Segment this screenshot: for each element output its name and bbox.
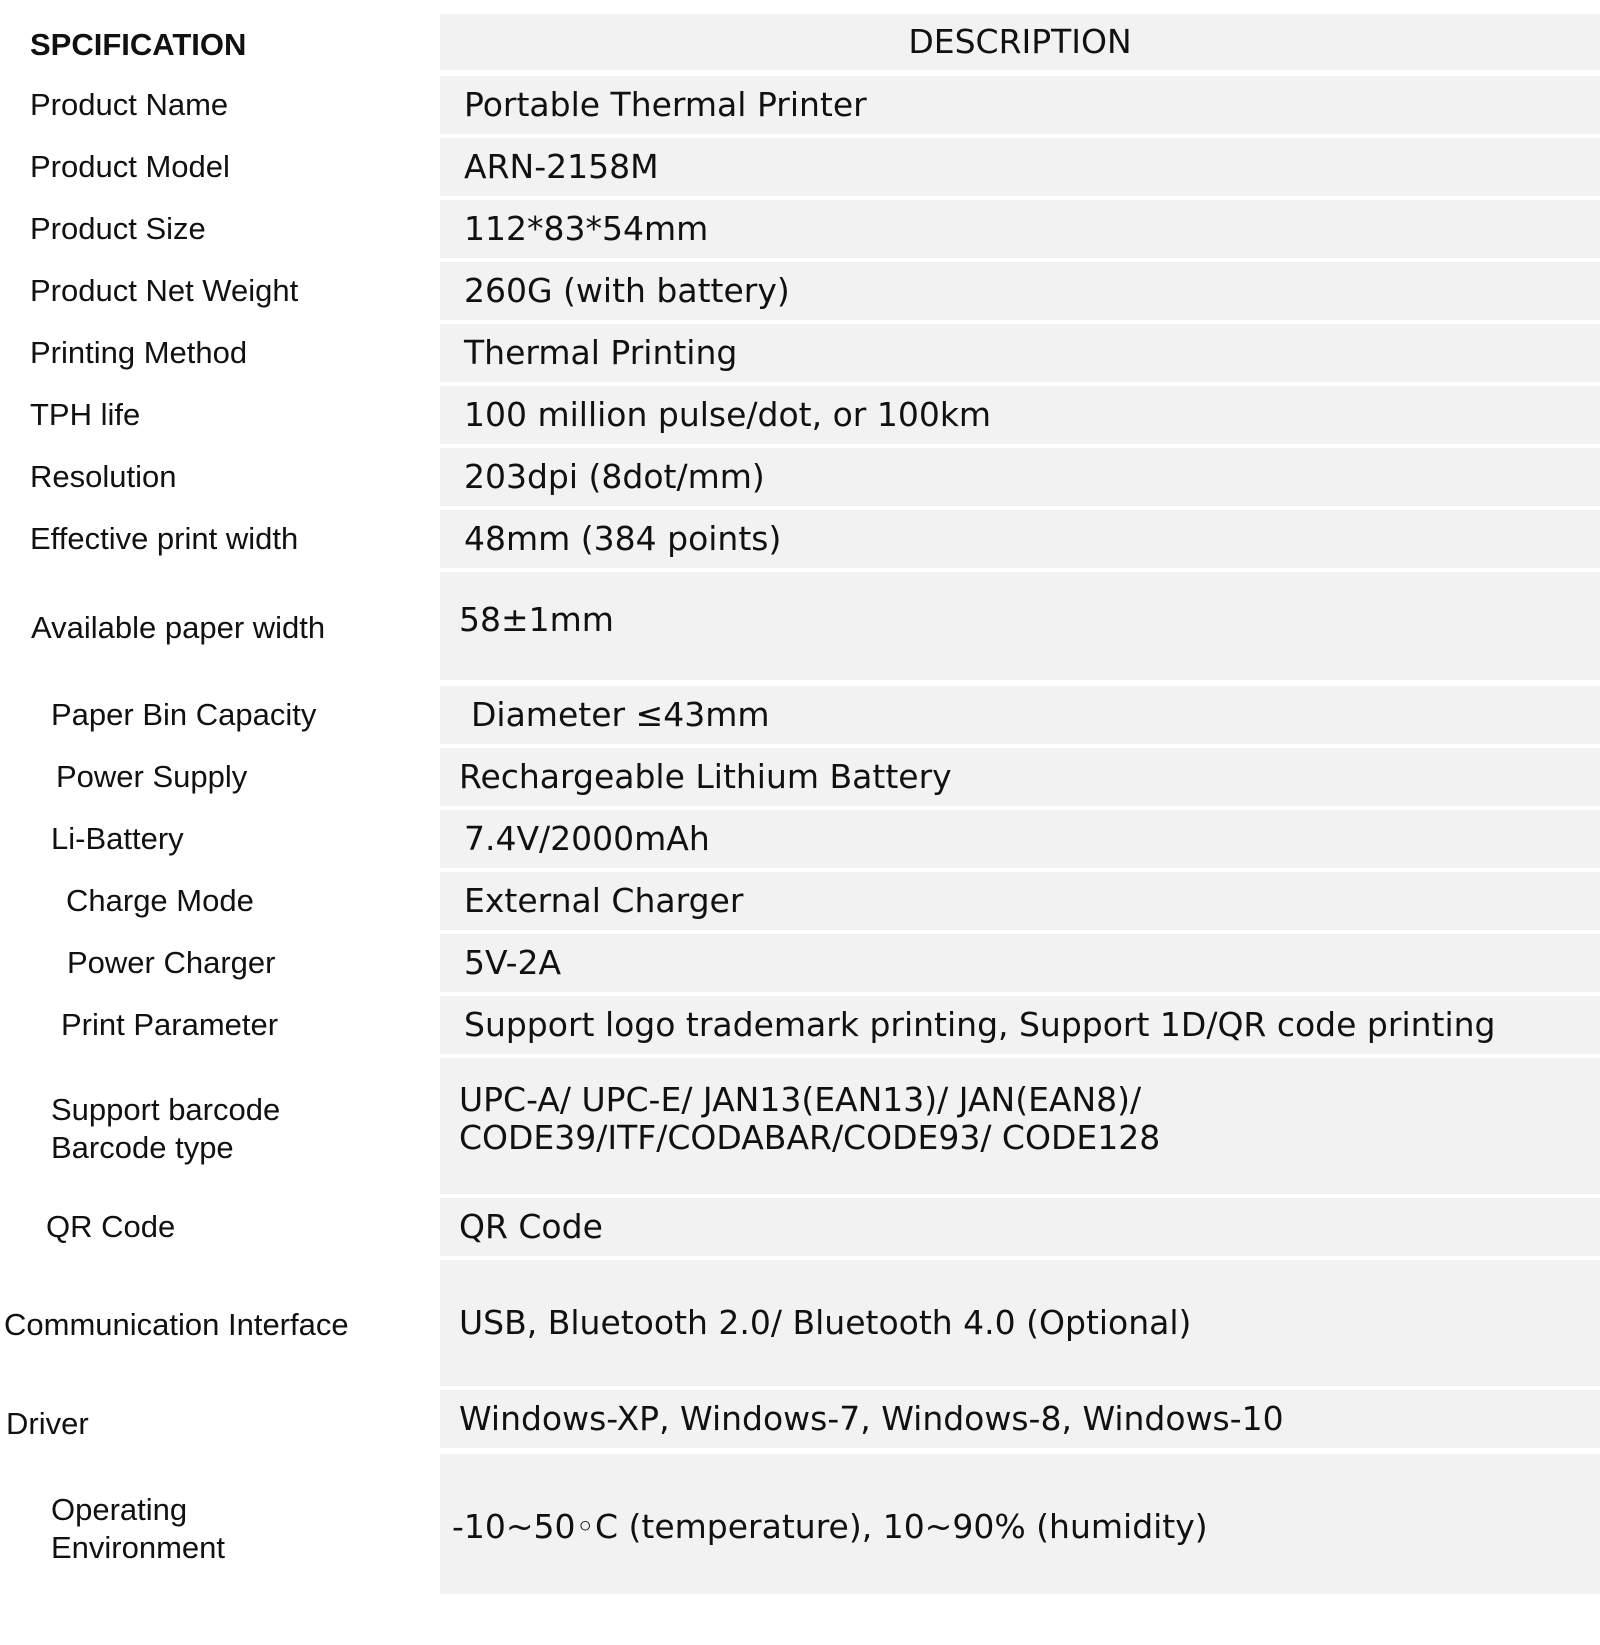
description-column-header: DESCRIPTION <box>440 14 1600 70</box>
spec-value: ARN-2158M <box>440 138 1600 196</box>
spec-label: Product Model <box>30 149 230 184</box>
spec-label: Operating Environment <box>51 1492 226 1565</box>
spec-label: Product Net Weight <box>30 273 299 308</box>
spec-label: TPH life <box>30 397 141 432</box>
spec-value: USB, Bluetooth 2.0/ Bluetooth 4.0 (Optional) <box>440 1260 1600 1386</box>
spec-value: Support logo trademark printing, Support 1D/QR code printing <box>440 996 1600 1054</box>
spec-label: Effective print width <box>30 521 299 556</box>
spec-label: Power Charger <box>67 945 276 980</box>
spec-label: Power Supply <box>56 759 248 794</box>
spec-value: Thermal Printing <box>440 324 1600 382</box>
spec-value: 100 million pulse/dot, or 100km <box>440 386 1600 444</box>
spec-value: 7.4V/2000mAh <box>440 810 1600 868</box>
spec-value: Diameter ≤43mm <box>440 686 1600 744</box>
spec-label: Li-Battery <box>51 821 184 856</box>
spec-value: QR Code <box>440 1198 1600 1256</box>
spec-value: -10~50◦C (temperature), 10~90% (humidity) <box>440 1454 1600 1594</box>
spec-label: Available paper width <box>31 610 326 645</box>
spec-label: Driver <box>6 1406 89 1441</box>
spec-value: 48mm (384 points) <box>440 510 1600 568</box>
spec-value: Rechargeable Lithium Battery <box>440 748 1600 806</box>
spec-label: Charge Mode <box>66 883 254 918</box>
spec-label: Printing Method <box>30 335 248 370</box>
spec-value: Portable Thermal Printer <box>440 76 1600 134</box>
spec-value: 5V-2A <box>440 934 1600 992</box>
spec-value: External Charger <box>440 872 1600 930</box>
spec-label: QR Code <box>46 1209 176 1244</box>
spec-label: Communication Interface <box>4 1307 349 1342</box>
spec-label: Support barcode Barcode type <box>51 1092 281 1165</box>
spec-value: 112*83*54mm <box>440 200 1600 258</box>
spec-label: Product Size <box>30 211 206 246</box>
spec-label: Resolution <box>30 459 177 494</box>
spec-value: 203dpi (8dot/mm) <box>440 448 1600 506</box>
spec-column-header: SPCIFICATION <box>30 27 247 62</box>
spec-value: 260G (with battery) <box>440 262 1600 320</box>
spec-value: UPC-A/ UPC-E/ JAN13(EAN13)/ JAN(EAN8)/ CODE39/ITF/CODABAR/CODE93/ CODE128 <box>440 1058 1600 1194</box>
spec-label: Product Name <box>30 87 229 122</box>
spec-label: Paper Bin Capacity <box>51 697 317 732</box>
spec-label: Print Parameter <box>61 1007 279 1042</box>
spec-value: Windows-XP, Windows-7, Windows-8, Windows-10 <box>440 1390 1600 1448</box>
spec-value: 58±1mm <box>440 572 1600 680</box>
